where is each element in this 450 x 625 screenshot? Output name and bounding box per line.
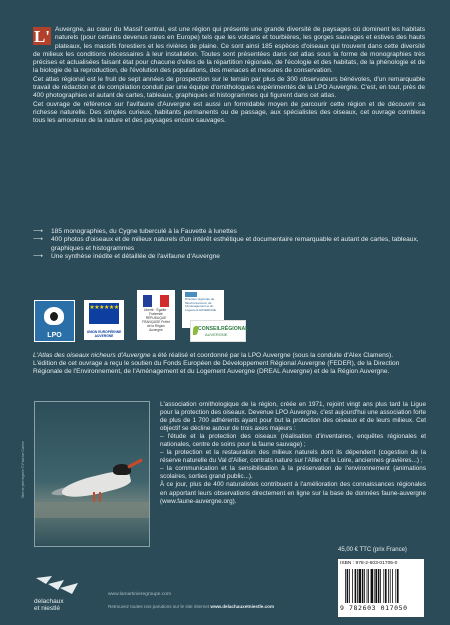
association-text: L'association ornithologique de la région, créée en 1971, rejoint vingt ans plus tard la Ligue pour la protection des oiseaux. Devenue LPO Auvergne, c'est aujourd'hui une association forte de plus de 1 700 adhérents ayant pour but la protection des oiseaux et de leurs milieux. Cet objectif se décline autour de trois axes majeurs : – l'étude et la protection des oiseaux (réalisation d'inventaires, enquêtes régionales et nationales, centre de soins pour la faune sauvage) ; – la protection et la restauration des milieux naturels dont ils dépendent (cogestion de la réserve naturelle du Val d'Allier, contrats nature sur l'Allier et la Loire, anciennes gravières...) ; – la communication et la sensibilisation à la préservation de l'environnement (animations scolaires, sorties grand public...). À ce jour, plus de 400 naturalistes contribuent à l'amélioration des connaissances régionales en apportant leurs observations directement en ligne sur la base de données faune-auvergne (www.faune-auvergne.org). <box>160 401 426 505</box>
prefet-logo: Liberté · Égalité · Fraternité RÉPUBLIQUE FRANÇAISE Préfet de la Région Auvergne <box>137 290 175 340</box>
arrow-right-icon: ⟶ <box>33 236 44 244</box>
feature-item: ⟶ 185 monographies, du Cygne tuberculé à la Fauvette à lunettes <box>33 228 237 235</box>
price-label: 45,00 € TTC (prix France) <box>338 547 407 553</box>
publisher-name: delachaux et niestlé <box>34 598 64 612</box>
publisher-website[interactable]: www.lamartinieregroupe.com <box>108 592 172 597</box>
barcode-digits: 9 782603 017050 <box>340 604 408 612</box>
credits-text: L'Atlas des oiseaux nicheurs d'Auvergne a été réalisé et coordonné par la LPO Auvergne (sous la conduite d'Alex Clamens). L'édition de cet ouvrage a reçu le soutien du Fonds Européen de Développement Régional Auvergne (FEDER), de la Direction Régionale de l'Environnement, de l'Aménagement et du Logement Auvergne (DREAL Auvergne) et de la Région Auvergne. <box>33 352 400 376</box>
eu-logo: ★★★★★★ UNION EUROPÉENNE AUVERGNE <box>84 300 124 340</box>
barcode <box>338 559 424 617</box>
feature-item: ⟶ Une synthèse inédite et détaillée de l'avifaune d'Auvergne <box>33 252 220 260</box>
conseil-regional-logo: CONSEILRÉGIONAL AUVERGNE <box>190 320 246 342</box>
french-flag-icon <box>143 294 169 306</box>
intro-paragraph-1: L' Auvergne, au cœur du Massif central, est une région qui présente une grande diversité de paysages où dominent les habitats naturels (pour certains devenus rares en Europe) tels que les volcans et tourbières, les gorges sauvages et estives des hauts plateaux, les massifs forestiers et les rivières de plaine. Ce sont ainsi 185 espèces d'oiseaux qui trouvent dans cette diversité de milieux les conditions nécessaires à leur installation. Toutes sont présentées dans cet atlas sous la forme de monographies très précises et actualisées faisant état pour chacune d'elles de la répartition régionale, de l'écologie et des habitats, de la phénologie et de la biologie de la reproduction, de l'évolution des populations, des menaces et mesures de conservation. <box>33 26 425 75</box>
tern-photo <box>34 401 150 547</box>
partner-logos <box>34 290 284 350</box>
intro-text <box>33 26 425 126</box>
publisher-logo-icon <box>34 574 82 596</box>
lpo-logo: LPO <box>34 300 75 342</box>
publisher-notice: Retrouvez toutes nos parutions sur le site internet www.delachauxetniestle.com <box>108 604 275 609</box>
publisher-site-link[interactable]: www.delachauxetniestle.com <box>210 604 275 609</box>
photo-credit: Sterne pierregarin © Fabrice Cahez <box>21 441 25 498</box>
atlas-title: L'Atlas des oiseaux nicheurs d'Auvergne <box>33 352 151 359</box>
dreal-logo: Direction régionale de l'Environnement, de l'Aménagement et du Logement AUVERGNE <box>182 290 224 328</box>
intro-paragraph-3: Cet ouvrage de référence sur l'avifaune d'Auvergne est aussi un formidable moyen de parcourir cette région et de découvrir sa richesse naturelle. Des simples curieux, habitants permanents ou de passage, aux spécialistes des oiseaux, cet ouvrage comblera tous les amoureux de la nature et des paysages encore sauvages. <box>33 100 425 125</box>
isbn-label: ISBN : 978-2-603-01705-0 <box>340 561 398 566</box>
barcode-bars <box>345 569 421 603</box>
puffin-icon <box>44 307 64 325</box>
intro-paragraph-2: Cet atlas régional est le fruit de sept années de prospection sur le terrain par plus de 300 observateurs bénévoles, d'un remarquable travail de rédaction et de compilation conduit par une équipe d'ornithologues expérimentés de la LPO Auvergne. C'est, en tout, près de 400 photographies et autant de cartes, tableaux, graphiques et histogrammes qui figurent dans cet atlas. <box>33 75 425 100</box>
feature-item: ⟶ 400 photos d'oiseaux et de milieux naturels d'un intérêt esthétique et documentaire remarquable et autant de cartes, tableaux, graphiques et histogrammes <box>33 236 419 252</box>
arrow-right-icon: ⟶ <box>33 228 44 235</box>
dropcap: L' <box>33 27 51 46</box>
arrow-right-icon: ⟶ <box>33 252 44 260</box>
feature-list <box>33 228 425 261</box>
